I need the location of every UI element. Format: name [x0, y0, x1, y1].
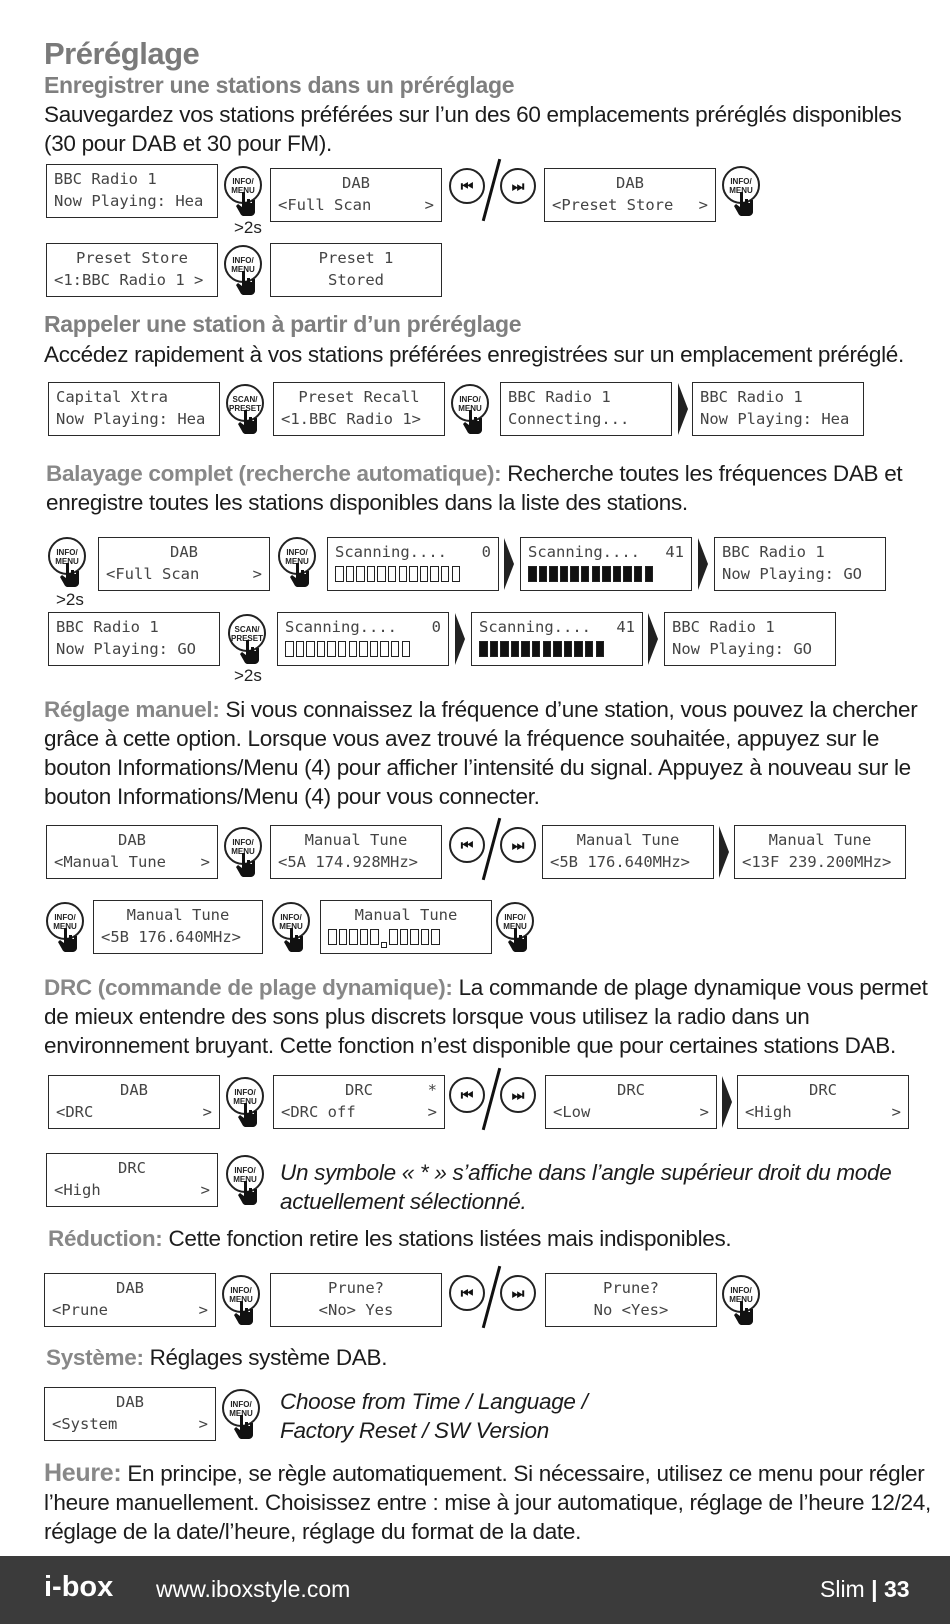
lcd-line: Preset Recall: [298, 388, 420, 406]
scan-preset-button[interactable]: SCAN/ PRESET: [228, 614, 266, 652]
lcd-display: [270, 825, 442, 879]
lcd-arrow: >: [202, 1103, 212, 1121]
lcd-line: Capital Xtra: [56, 388, 168, 406]
lcd-line: DAB: [616, 174, 644, 192]
next-arrow-icon: [677, 382, 689, 436]
info-menu-button[interactable]: INFO/ MENU: [224, 245, 262, 283]
lcd-line: Manual Tune: [126, 906, 230, 924]
lcd-display: [737, 1075, 909, 1129]
lcd-line: Prune?: [328, 1279, 384, 1297]
bar-segment: [370, 929, 379, 945]
lcd-line: [281, 1101, 437, 1123]
info-menu-button[interactable]: INFO/ MENU: [226, 1077, 264, 1115]
bar-segment: [592, 566, 601, 582]
hold-label: >2s: [234, 666, 262, 685]
lcd-text: <System: [52, 1415, 118, 1433]
lcd-line: [54, 851, 210, 873]
section-body: La commande de plage dynamique vous permet de mieux entendre des sons plus discrets lorsque vous utilisez la radio dans un environnement bruyant. Cette fonction n’est disponible que pour certaines stations DAB.: [44, 975, 928, 1058]
lcd-display: [46, 1153, 218, 1207]
info-menu-button[interactable]: INFO/ MENU: [224, 166, 262, 204]
lcd-count: 41: [665, 543, 684, 561]
lcd-line: BBC Radio 1: [56, 618, 159, 636]
bar-segment: [452, 566, 461, 582]
pointing-hand-icon: [734, 192, 756, 216]
bar-segment: [370, 641, 379, 657]
section-heading: Système:: [46, 1345, 144, 1370]
lcd-line: BBC Radio 1: [54, 170, 157, 188]
lcd-display: [270, 168, 442, 222]
bar-segment: [441, 566, 450, 582]
lcd-display: [273, 382, 445, 436]
lcd-display: [93, 900, 263, 954]
info-menu-button[interactable]: INFO/ MENU: [224, 827, 262, 865]
section-body: Si vous connaissez la fréquence d’une station, vous pouvez la chercher grâce à cette option. Lorsque vous avez trouvé la fréquence souhaitée, appuyez sur le bouton Informations/Menu (4) pour afficher l’intensité du signal. Appuyez à nouveau sur le bouton Informations/Menu (4) pour vous connecter.: [44, 697, 918, 809]
lcd-line: DRC: [617, 1081, 645, 1099]
lcd-arrow: >: [200, 1181, 210, 1199]
bar-segment: [521, 641, 530, 657]
lcd-line: [552, 194, 708, 216]
bar-segment: [490, 641, 499, 657]
footer-page-number: Slim | 33: [820, 1576, 910, 1602]
next-button[interactable]: ⏭: [500, 827, 536, 863]
lcd-display: [714, 537, 886, 591]
lcd-arrow: >: [252, 565, 262, 583]
section-text: [48, 1224, 928, 1253]
lcd-line: Manual Tune: [354, 906, 458, 924]
lcd-display: [692, 382, 864, 436]
lcd-text: <DRC off: [281, 1103, 356, 1121]
lcd-line: BBC Radio 1: [508, 388, 611, 406]
info-menu-button[interactable]: INFO/ MENU: [451, 384, 489, 422]
lcd-count: 0: [431, 618, 441, 636]
lcd-display: [273, 1075, 445, 1129]
info-menu-button[interactable]: INFO/ MENU: [226, 1155, 264, 1193]
lcd-display: [277, 612, 449, 666]
lcd-display: [44, 1387, 216, 1441]
lcd-line: Preset Store: [76, 249, 188, 267]
lcd-line: <13F 239.200MHz>: [742, 853, 892, 871]
bar-segment: [285, 641, 294, 657]
bar-segment: [574, 641, 583, 657]
bar-segment: [539, 566, 548, 582]
lcd-line: Manual Tune: [576, 831, 680, 849]
bar-segment: [346, 566, 355, 582]
lcd-arrow: >: [424, 196, 434, 214]
bar-segment: [596, 641, 605, 657]
pointing-hand-icon: [234, 1415, 256, 1439]
section-text: [46, 459, 926, 517]
info-menu-button[interactable]: INFO/ MENU: [222, 1275, 260, 1313]
lcd-line: [285, 616, 441, 638]
divider: [482, 159, 501, 222]
lcd-display: [520, 537, 692, 591]
progress-bar: [528, 566, 655, 583]
info-menu-button[interactable]: INFO/ MENU: [48, 537, 86, 575]
scan-preset-button[interactable]: SCAN/ PRESET: [226, 384, 264, 422]
bar-segment: [634, 566, 643, 582]
page-number: 33: [883, 1576, 910, 1602]
bar-segment: [296, 641, 305, 657]
lcd-display: [327, 537, 499, 591]
lcd-display: [48, 612, 220, 666]
lcd-text: <Full Scan: [278, 196, 372, 214]
lcd-line: [553, 1101, 709, 1123]
lcd-line: [335, 541, 491, 563]
section-text: [46, 1343, 926, 1372]
section-text: Accédez rapidement à vos stations préférées enregistrées sur un emplacement préréglé.: [44, 342, 904, 367]
lcd-line: DRC: [118, 1159, 146, 1177]
bar-segment: [410, 929, 419, 945]
bar-segment: [421, 929, 430, 945]
lcd-line: DAB: [116, 1393, 144, 1411]
next-arrow-icon: [647, 612, 659, 666]
lcd-display: [545, 1075, 717, 1129]
lcd-arrow: >: [198, 1415, 208, 1433]
lcd-text: DRC: [345, 1081, 373, 1099]
hold-label: >2s: [56, 590, 84, 609]
lcd-display: [664, 612, 836, 666]
pointing-hand-icon: [238, 410, 260, 434]
bar-segment: [389, 929, 398, 945]
bar-segment: [532, 641, 541, 657]
bar-segment: [356, 566, 365, 582]
pointing-hand-icon: [238, 1103, 260, 1127]
lcd-line: DAB: [116, 1279, 144, 1297]
lcd-display: [48, 1075, 220, 1129]
lcd-line: Now Playing: GO: [672, 640, 812, 658]
lcd-line: [281, 1079, 437, 1101]
next-button[interactable]: ⏭: [500, 168, 536, 204]
section-heading: Réduction:: [48, 1226, 163, 1251]
lcd-text: <High: [745, 1103, 792, 1121]
pointing-hand-icon: [236, 271, 258, 295]
bar-segment: [367, 566, 376, 582]
progress-bar: [479, 641, 606, 658]
bar-segment: [317, 641, 326, 657]
bar-segment: [645, 566, 654, 582]
bar-segment: [381, 942, 387, 948]
bar-segment: [399, 566, 408, 582]
bar-segment: [581, 566, 590, 582]
lcd-display: [46, 164, 218, 218]
lcd-line: <No> Yes: [318, 1301, 394, 1319]
lcd-arrow: >: [699, 1103, 709, 1121]
section-heading: Heure:: [44, 1459, 122, 1487]
section-text: [44, 695, 924, 811]
lcd-text: <DRC: [56, 1103, 94, 1121]
bar-segment: [543, 641, 552, 657]
lcd-line: Now Playing: Hea: [54, 192, 204, 210]
lcd-line: Now Playing: GO: [56, 640, 196, 658]
pointing-hand-icon: [463, 410, 485, 434]
lcd-display: [44, 1273, 216, 1327]
lcd-line: Manual Tune: [768, 831, 872, 849]
next-arrow-icon: [454, 612, 466, 666]
bar-segment: [360, 929, 369, 945]
bar-segment: [391, 641, 400, 657]
info-menu-button[interactable]: INFO/ MENU: [722, 166, 760, 204]
bar-segment: [327, 641, 336, 657]
pointing-hand-icon: [236, 853, 258, 877]
model-name: Slim: [820, 1576, 865, 1602]
lcd-line: Preset 1: [318, 249, 394, 267]
bar-segment: [359, 641, 368, 657]
hold-label: >2s: [234, 218, 262, 237]
lcd-display: [500, 382, 672, 436]
bar-segment: [564, 641, 573, 657]
lcd-text: <Low: [553, 1103, 591, 1121]
lcd-display: [542, 825, 714, 879]
section-heading: DRC (commande de plage dynamique):: [44, 975, 453, 1000]
lcd-arrow: >: [198, 1301, 208, 1319]
bar-segment: [306, 641, 315, 657]
lcd-line: Manual Tune: [304, 831, 408, 849]
lcd-display: [471, 612, 643, 666]
bar-segment: [553, 641, 562, 657]
pointing-hand-icon: [284, 928, 306, 952]
bar-segment: [500, 641, 509, 657]
lcd-line: [479, 616, 635, 638]
lcd-line: Connecting...: [508, 410, 630, 428]
bar-segment: [613, 566, 622, 582]
lcd-line: No <Yes>: [593, 1301, 669, 1319]
lcd-display: [46, 243, 218, 297]
lcd-line: BBC Radio 1: [672, 618, 775, 636]
next-arrow-icon: [721, 1075, 733, 1129]
section-heading: Réglage manuel:: [44, 697, 220, 722]
pointing-hand-icon: [734, 1301, 756, 1325]
next-arrow-icon: [697, 537, 709, 591]
bar-segment: [349, 641, 358, 657]
section-text: [44, 1459, 934, 1546]
lcd-arrow: >: [200, 853, 210, 871]
lcd-line: Prune?: [603, 1279, 659, 1297]
lcd-text: <Manual Tune: [54, 853, 166, 871]
next-button[interactable]: ⏭: [500, 1275, 536, 1311]
lcd-line: DAB: [170, 543, 198, 561]
section-body: Recherche toutes les fréquences DAB et enregistre toutes les stations disponibles dans la liste des stations.: [46, 461, 903, 515]
section-text: [44, 973, 944, 1060]
page-title: Préréglage: [44, 36, 200, 71]
lcd-line: [278, 194, 434, 216]
info-menu-button[interactable]: INFO/ MENU: [272, 902, 310, 940]
lcd-line: [528, 563, 684, 585]
section-text: Sauvegardez vos stations préférées sur l’un des 60 emplacements préréglés disponibles (30 pour DAB et 30 pour FM).: [44, 102, 902, 156]
lcd-line: [106, 563, 262, 585]
page-footer: [0, 1556, 950, 1624]
bar-segment: [585, 641, 594, 657]
lcd-text: Scanning....: [528, 543, 640, 561]
bar-segment: [420, 566, 429, 582]
lcd-display: [46, 825, 218, 879]
bar-segment: [430, 566, 439, 582]
info-menu-button[interactable]: INFO/ MENU: [278, 537, 316, 575]
lcd-display: [320, 900, 492, 954]
section-heading: Balayage complet (recherche automatique):: [46, 461, 502, 486]
lcd-text: <Preset Store: [552, 196, 674, 214]
bar-segment: [339, 929, 348, 945]
prev-button[interactable]: ⏮: [449, 827, 485, 863]
lcd-display: [98, 537, 270, 591]
lcd-line: DAB: [120, 1081, 148, 1099]
lcd-line: <5B 176.640MHz>: [101, 928, 241, 946]
bar-segment: [560, 566, 569, 582]
pointing-hand-icon: [234, 1301, 256, 1325]
divider: [482, 818, 501, 881]
bar-segment: [402, 641, 411, 657]
lcd-display: [48, 382, 220, 436]
lcd-count: 41: [616, 618, 635, 636]
bar-segment: [335, 566, 344, 582]
lcd-line: <1:BBC Radio 1 >: [54, 271, 204, 289]
pointing-hand-icon: [240, 640, 262, 664]
section-subtitle: Rappeler une station à partir d’un préréglage: [44, 311, 522, 337]
lcd-line: DRC: [809, 1081, 837, 1099]
lcd-line: [479, 638, 635, 660]
bar-segment: [479, 641, 488, 657]
lcd-line: <5B 176.640MHz>: [550, 853, 690, 871]
section-subtitle: Enregistrer une stations dans un préréglage: [44, 72, 515, 98]
pointing-hand-icon: [290, 563, 312, 587]
info-menu-button[interactable]: INFO/ MENU: [46, 902, 84, 940]
lcd-display: [544, 168, 716, 222]
pointing-hand-icon: [238, 1181, 260, 1205]
lcd-line: <5A 174.928MHz>: [278, 853, 418, 871]
lcd-display: [545, 1273, 717, 1327]
lcd-text: Scanning....: [285, 618, 397, 636]
system-note: Choose from Time / Language / Factory Reset / SW Version: [280, 1389, 588, 1443]
lcd-line: BBC Radio 1: [700, 388, 803, 406]
lcd-line: Stored: [328, 271, 384, 289]
lcd-arrow: >: [891, 1103, 901, 1121]
lcd-text: Scanning....: [479, 618, 591, 636]
prev-button[interactable]: ⏮: [449, 168, 485, 204]
brand-logo: i-box: [44, 1571, 114, 1603]
bar-segment: [400, 929, 409, 945]
info-menu-button[interactable]: INFO/ MENU: [222, 1389, 260, 1427]
lcd-text: <Full Scan: [106, 565, 200, 583]
lcd-display: [270, 1273, 442, 1327]
lcd-display: [734, 825, 906, 879]
lcd-text: <High: [54, 1181, 101, 1199]
lcd-arrow: >: [427, 1103, 437, 1121]
next-arrow-icon: [503, 537, 515, 591]
info-menu-button[interactable]: INFO/ MENU: [496, 902, 534, 940]
divider: [482, 1068, 501, 1131]
pointing-hand-icon: [58, 928, 80, 952]
lcd-arrow: >: [698, 196, 708, 214]
bar-segment: [338, 641, 347, 657]
info-menu-button[interactable]: INFO/ MENU: [722, 1275, 760, 1313]
bar-segment: [549, 566, 558, 582]
bar-segment: [528, 566, 537, 582]
drc-note: Un symbole « * » s’affiche dans l’angle supérieur droit du mode actuellement sélectionné.: [280, 1160, 892, 1214]
pointing-hand-icon: [236, 192, 258, 216]
lcd-line: [285, 638, 441, 660]
bar-segment: [349, 929, 358, 945]
lcd-line: [54, 1179, 210, 1201]
bar-segment: [602, 566, 611, 582]
next-button[interactable]: ⏭: [500, 1077, 536, 1113]
prev-button[interactable]: ⏮: [449, 1077, 485, 1113]
lcd-text: <Prune: [52, 1301, 108, 1319]
lcd-line: <1.BBC Radio 1>: [281, 410, 421, 428]
next-arrow-icon: [718, 825, 730, 879]
lcd-line: [328, 926, 484, 948]
lcd-selected-star: *: [427, 1081, 437, 1099]
progress-bar: [285, 641, 412, 658]
lcd-line: DAB: [342, 174, 370, 192]
section-body: En principe, se règle automatiquement. Si nécessaire, utilisez ce menu pour régler l’heure manuellement. Choisissez entre : mise à jour automatique, réglage de l’heure 12/24, réglage de la date/l’heure, réglage du format de la date.: [44, 1461, 931, 1544]
signal-bar: [328, 929, 442, 946]
lcd-line: BBC Radio 1: [722, 543, 825, 561]
lcd-count: 0: [481, 543, 491, 561]
lcd-line: Now Playing: Hea: [700, 410, 850, 428]
lcd-line: [528, 541, 684, 563]
bar-segment: [380, 641, 389, 657]
bar-segment: [511, 641, 520, 657]
bar-segment: [377, 566, 386, 582]
lcd-line: Now Playing: Hea: [56, 410, 206, 428]
bar-segment: [328, 929, 337, 945]
bar-segment: [409, 566, 418, 582]
bar-segment: [388, 566, 397, 582]
progress-bar: [335, 566, 462, 583]
section-body: Cette fonction retire les stations listées mais indisponibles.: [162, 1226, 732, 1251]
lcd-line: [52, 1299, 208, 1321]
lcd-line: [335, 563, 491, 585]
website-url[interactable]: www.iboxstyle.com: [156, 1576, 351, 1602]
pointing-hand-icon: [508, 928, 530, 952]
lcd-line: [56, 1101, 212, 1123]
bar-segment: [570, 566, 579, 582]
bar-segment: [623, 566, 632, 582]
bar-segment: [431, 929, 440, 945]
section-body: Réglages système DAB.: [143, 1345, 388, 1370]
lcd-text: Scanning....: [335, 543, 447, 561]
prev-button[interactable]: ⏮: [449, 1275, 485, 1311]
lcd-line: DAB: [118, 831, 146, 849]
pointing-hand-icon: [60, 563, 82, 587]
divider: [482, 1266, 501, 1329]
lcd-line: Now Playing: GO: [722, 565, 862, 583]
lcd-line: [52, 1413, 208, 1435]
lcd-display: [270, 243, 442, 297]
lcd-line: [745, 1101, 901, 1123]
